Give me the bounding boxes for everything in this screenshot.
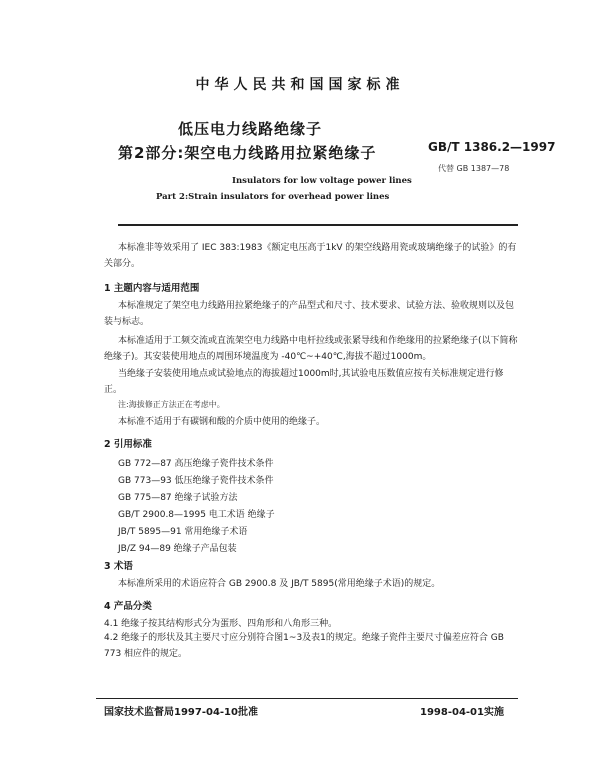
- effective-date: 1998-04-01实施: [420, 707, 504, 718]
- section3-heading: 3 术语: [104, 561, 133, 572]
- clause-4-2: 4.2 绝缘子的形状及其主要尺寸应分别符合图1~3及表1的规定。绝缘子瓷件主要尺寸偏差应符合 GB 773 相应件的规定。: [104, 633, 504, 659]
- footer-divider: [96, 698, 518, 699]
- header-divider: [118, 224, 518, 226]
- national-standard-header: 中华人民共和国国家标准: [195, 77, 405, 93]
- section1-p1: 本标准规定了架空电力线路用拉紧绝缘子的产品型式和尺寸、技术要求、试验方法、验收规则以及包装与标志。: [104, 301, 515, 327]
- standard-code: GB/T 1386.2—1997: [428, 140, 556, 154]
- reference-item: GB 773—93 低压绝缘子瓷件技术条件: [118, 476, 274, 486]
- title-cn-line2: 第2部分:架空电力线路用拉紧绝缘子: [118, 144, 377, 162]
- title-en-line1: Insulators for low voltage power lines: [232, 176, 412, 186]
- section3-p1: 本标准所采用的术语应符合 GB 2900.8 及 JB/T 5895(常用绝缘子术语)的规定。: [118, 579, 441, 589]
- reference-item: GB 775—87 绝缘子试验方法: [118, 493, 238, 503]
- section1-heading: 1 主题内容与适用范围: [104, 283, 200, 294]
- section2-heading: 2 引用标准: [104, 439, 152, 450]
- section1-p3: 当绝缘子安装使用地点或试验地点的海拔超过1000m时,其试验电压数值应按有关标准规定进行修正。: [104, 369, 504, 395]
- replaces-note: 代替 GB 1387—78: [438, 164, 510, 173]
- section1-p2: 本标准适用于工频交流或直流架空电力线路中电杆拉线或张紧导线和作绝缘用的拉紧绝缘子(以下简称绝缘子)。其安装使用地点的周围环境温度为 -40℃~+40℃,海拔不超过1000m。: [104, 336, 518, 362]
- clause-4-1: 4.1 绝缘子按其结构形式分为蛋形、四角形和八角形三种。: [104, 619, 338, 629]
- reference-item: JB/T 5895—91 常用绝缘子术语: [118, 527, 248, 537]
- approval-date: 国家技术监督局1997-04-10批准: [104, 707, 258, 718]
- title-cn-line1: 低压电力线路绝缘子: [178, 120, 323, 138]
- section4-heading: 4 产品分类: [104, 601, 152, 612]
- section1-note: 注:海拔修正方法正在考虑中。: [118, 400, 225, 409]
- reference-item: GB/T 2900.8—1995 电工术语 绝缘子: [118, 510, 275, 520]
- section1-p4: 本标准不适用于有碳钢和酸的介质中使用的绝缘子。: [118, 417, 326, 427]
- intro-paragraph: 本标准非等效采用了 IEC 383:1983《额定电压高于1kV 的架空线路用瓷或玻璃绝缘子的试验》的有关部分。: [104, 243, 517, 269]
- reference-item: GB 772—87 高压绝缘子瓷件技术条件: [118, 459, 274, 469]
- title-en-line2: Part 2:Strain insulators for overhead power lines: [156, 192, 390, 202]
- reference-item: JB/Z 94—89 绝缘子产品包装: [118, 544, 237, 554]
